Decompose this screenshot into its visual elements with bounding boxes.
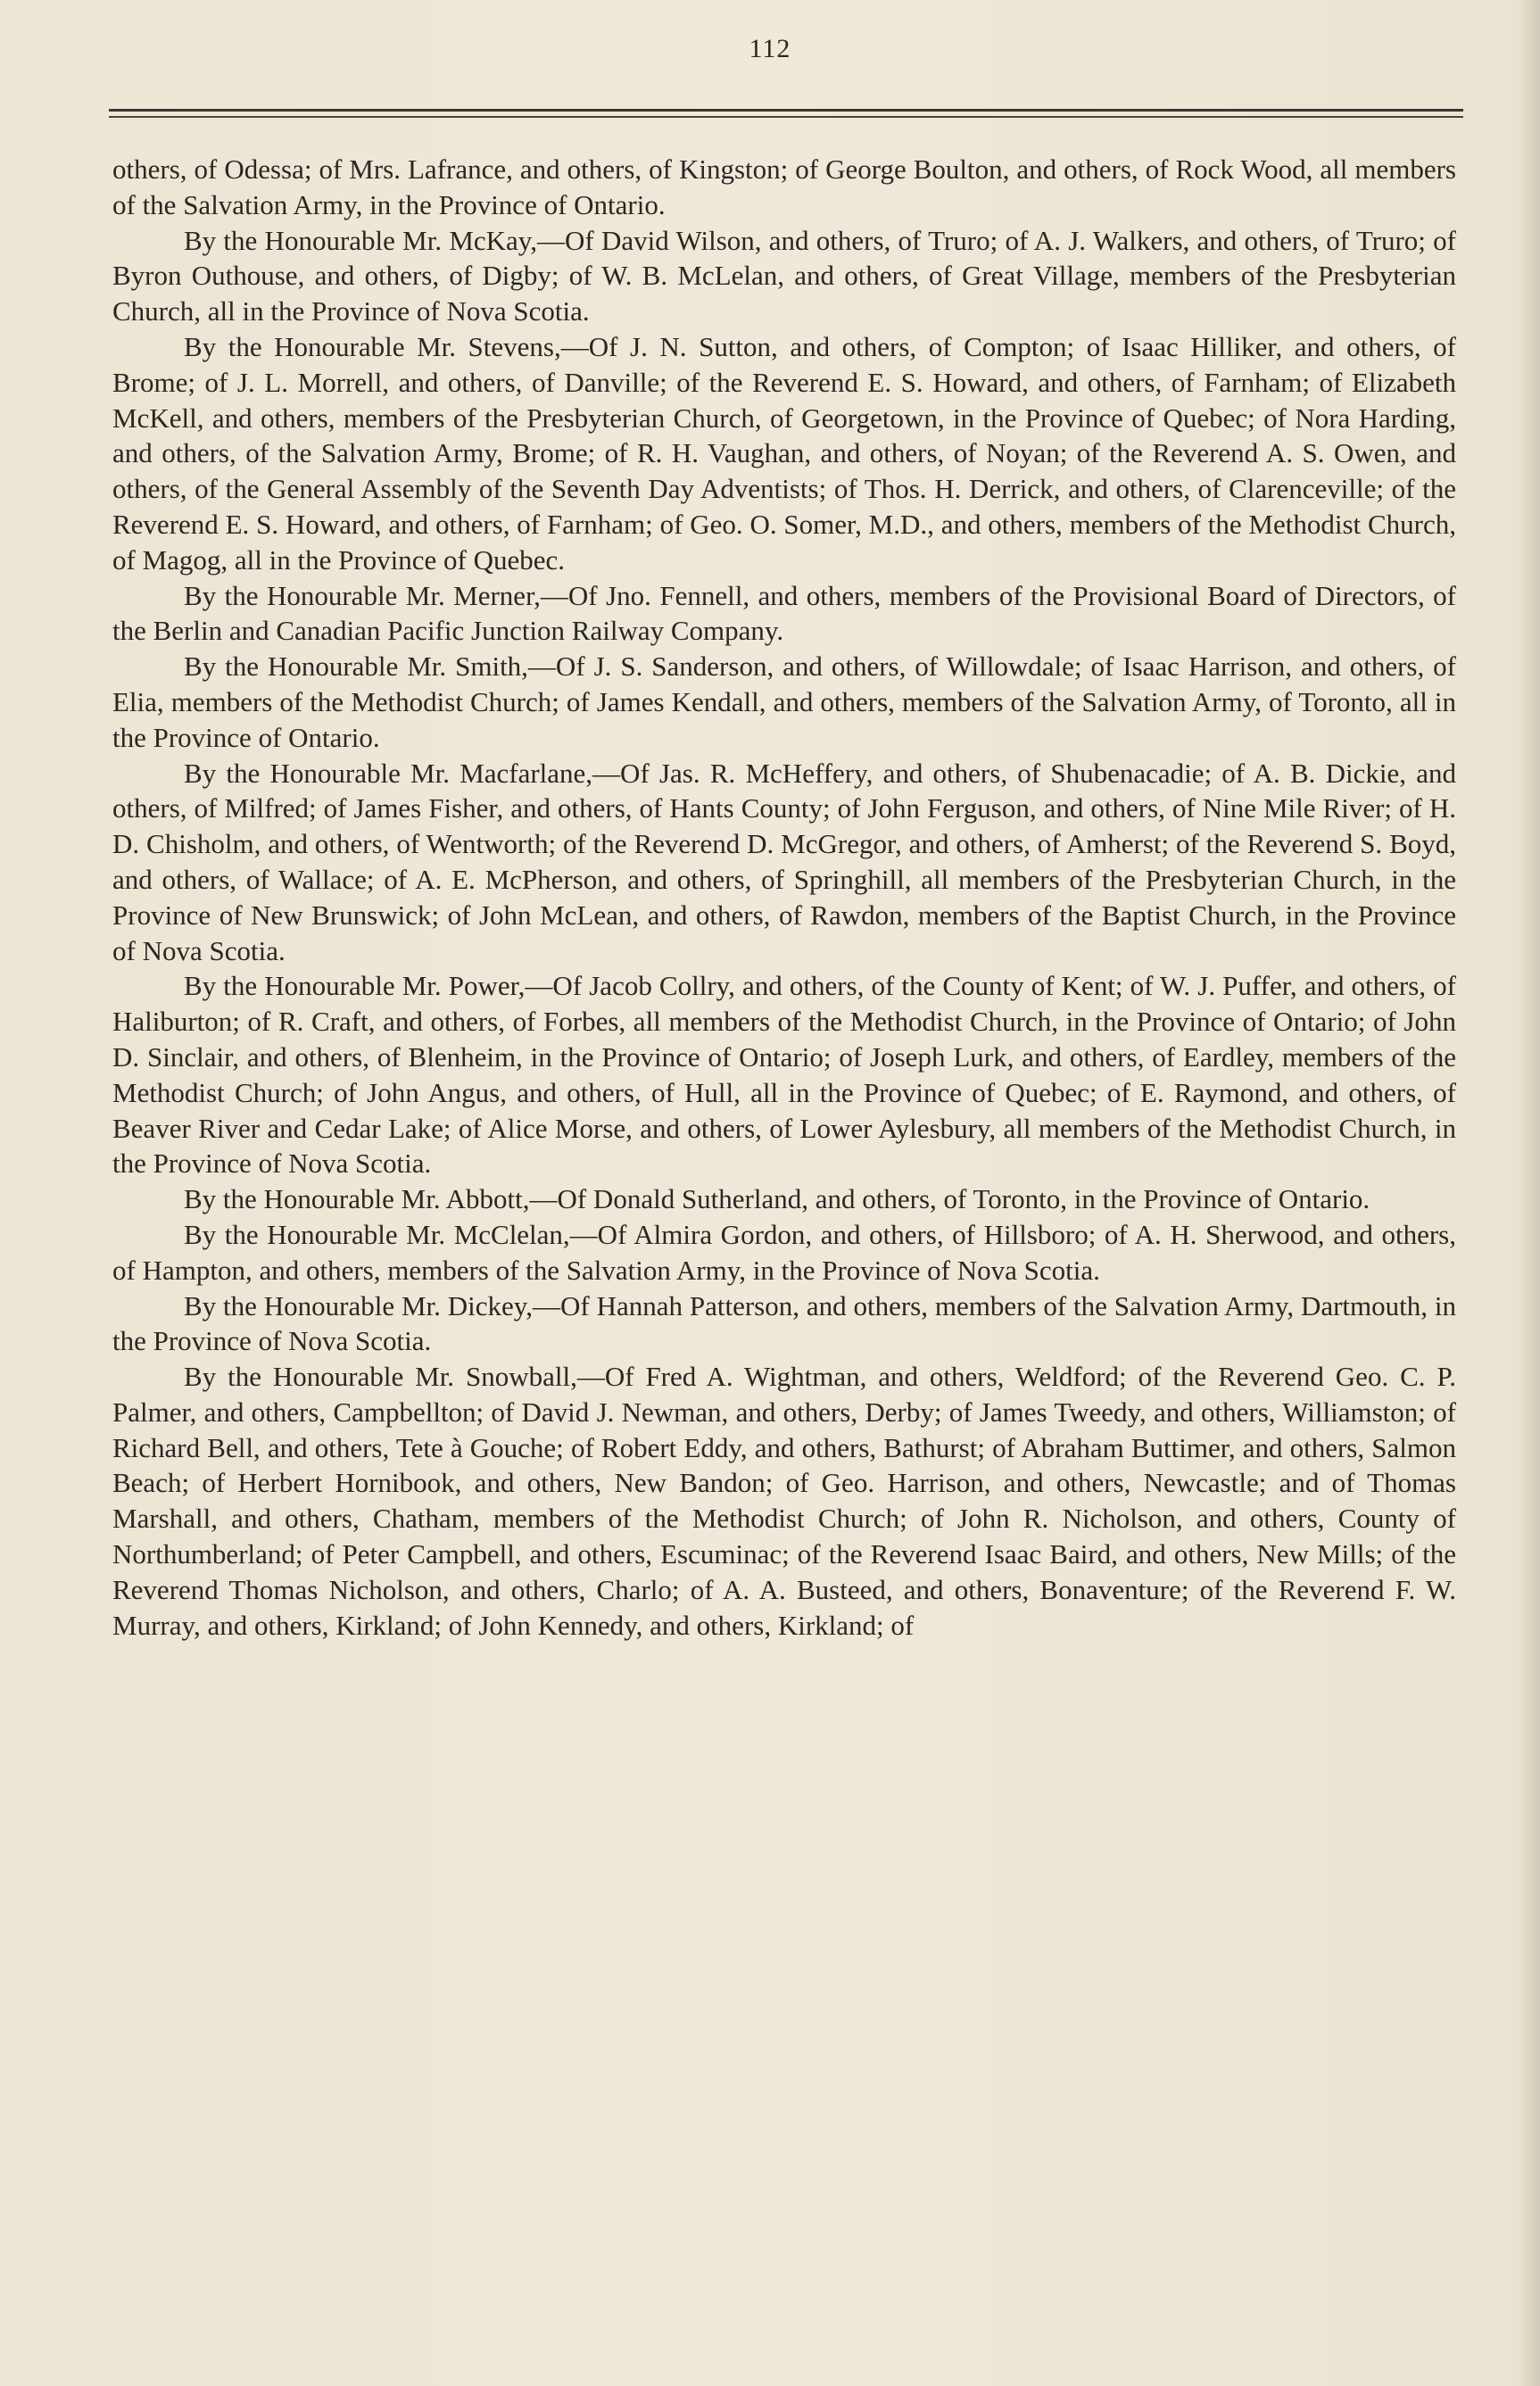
header-rule-top: [109, 109, 1463, 112]
gutter-shadow: [1517, 0, 1540, 2386]
paragraph-merner: By the Honourable Mr. Merner,—Of Jno. Fennell, and others, members of the Provisional Board of Directors, of the Berlin and Canadian Pacific Junction Railway Company.: [112, 579, 1456, 647]
page-number: 112: [749, 34, 791, 63]
body-text: [112, 152, 1456, 1643]
paragraph-mckay: By the Honourable Mr. McKay,—Of David Wilson, and others, of Truro; of A. J. Walkers, and others, of Truro; of Byron Outhouse, and others, of Digby; of W. B. McLelan, and others, of Great Village, members of the Presbyterian Church, all in the Province of Nova Scotia.: [112, 224, 1456, 327]
paragraph-mcclelan: By the Honourable Mr. McClelan,—Of Almira Gordon, and others, of Hillsboro; of A. H. Sherwood, and others, of Hampton, and others, members of the Salvation Army, in the Province of Nova Scotia.: [112, 1218, 1456, 1286]
paragraph-abbott: By the Honourable Mr. Abbott,—Of Donald Sutherland, and others, of Toronto, in the Province of Ontario.: [184, 1183, 1370, 1215]
paragraph-stevens: By the Honourable Mr. Stevens,—Of J. N. Sutton, and others, of Compton; of Isaac Hilliker, and others, of Brome; of J. L. Morrell, and others, of Danville; of the Reverend E. S. Howard, and others, of Farnham; of Elizabeth McKell, and others, members of the Presbyterian Church, of Georgetown, in the Province of Quebec; of Nora Harding, and others, of the Salvation Army, Brome; of R. H. Vaughan, and others, of Noyan; of the Reverend A. S. Owen, and others, of the General Assembly of the Seventh Day Adventists; of Thos. H. Derrick, and others, of Clarenceville; of the Reverend E. S. Howard, and others, of Farnham; of Geo. O. Somer, M.D., and others, members of the Methodist Church, of Magog, all in the Province of Quebec.: [112, 330, 1456, 576]
paragraph-smith: By the Honourable Mr. Smith,—Of J. S. Sanderson, and others, of Willowdale; of Isaac Harrison, and others, of Elia, members of the Methodist Church; of James Kendall, and others, members of the Salvation Army, of Toronto, all in the Province of Ontario.: [112, 650, 1456, 753]
paragraph-continuation: others, of Odessa; of Mrs. Lafrance, and others, of Kingston; of George Boulton, and others, of Rock Wood, all members of the Salvation Army, in the Province of Ontario.: [112, 153, 1456, 220]
paragraph-dickey: By the Honourable Mr. Dickey,—Of Hannah Patterson, and others, members of the Salvation Army, Dartmouth, in the Province of Nova Scotia.: [112, 1289, 1456, 1357]
header-rule-bottom: [109, 116, 1463, 118]
paragraph-power: By the Honourable Mr. Power,—Of Jacob Collry, and others, of the County of Kent; of W. J. Puffer, and others, of Haliburton; of R. Craft, and others, of Forbes, all members of the Methodist Church, in the Province of Ontario; of John D. Sinclair, and others, of Blenheim, in the Province of Ontario; of Joseph Lurk, and others, of Eardley, members of the Methodist Church; of John Angus, and others, of Hull, all in the Province of Quebec; of E. Raymond, and others, of Beaver River and Cedar Lake; of Alice Morse, and others, of Lower Aylesbury, all members of the Methodist Church, in the Province of Nova Scotia.: [112, 970, 1456, 1180]
paragraph-macfarlane: By the Honourable Mr. Macfarlane,—Of Jas. R. McHeffery, and others, of Shubenacadie; of A. B. Dickie, and others, of Milfred; of James Fisher, and others, of Hants County; of John Ferguson, and others, of Nine Mile River; of H. D. Chisholm, and others, of Wentworth; of the Reverend D. McGregor, and others, of Amherst; of the Reverend S. Boyd, and others, of Wallace; of A. E. McPherson, and others, of Springhill, all members of the Presbyterian Church, in the Province of New Brunswick; of John McLean, and others, of Rawdon, members of the Baptist Church, in the Province of Nova Scotia.: [112, 757, 1456, 966]
paragraph-snowball: By the Honourable Mr. Snowball,—Of Fred A. Wightman, and others, Weldford; of the Reverend Geo. C. P. Palmer, and others, Campbellton; of David J. Newman, and others, Derby; of James Tweedy, and others, Williamston; of Richard Bell, and others, Tete à Gouche; of Robert Eddy, and others, Bathurst; of Abraham Buttimer, and others, Salmon Beach; of Herbert Hornibook, and others, New Bandon; of Geo. Harrison, and others, Newcastle; and of Thomas Marshall, and others, Chatham, members of the Methodist Church; of John R. Nicholson, and others, County of Northumberland; of Peter Campbell, and others, Escuminac; of the Reverend Isaac Baird, and others, New Mills; of the Reverend Thomas Nicholson, and others, Charlo; of A. A. Busteed, and others, Bonaventure; of the Reverend F. W. Murray, and others, Kirkland; of John Kennedy, and others, Kirkland; of: [112, 1361, 1456, 1641]
